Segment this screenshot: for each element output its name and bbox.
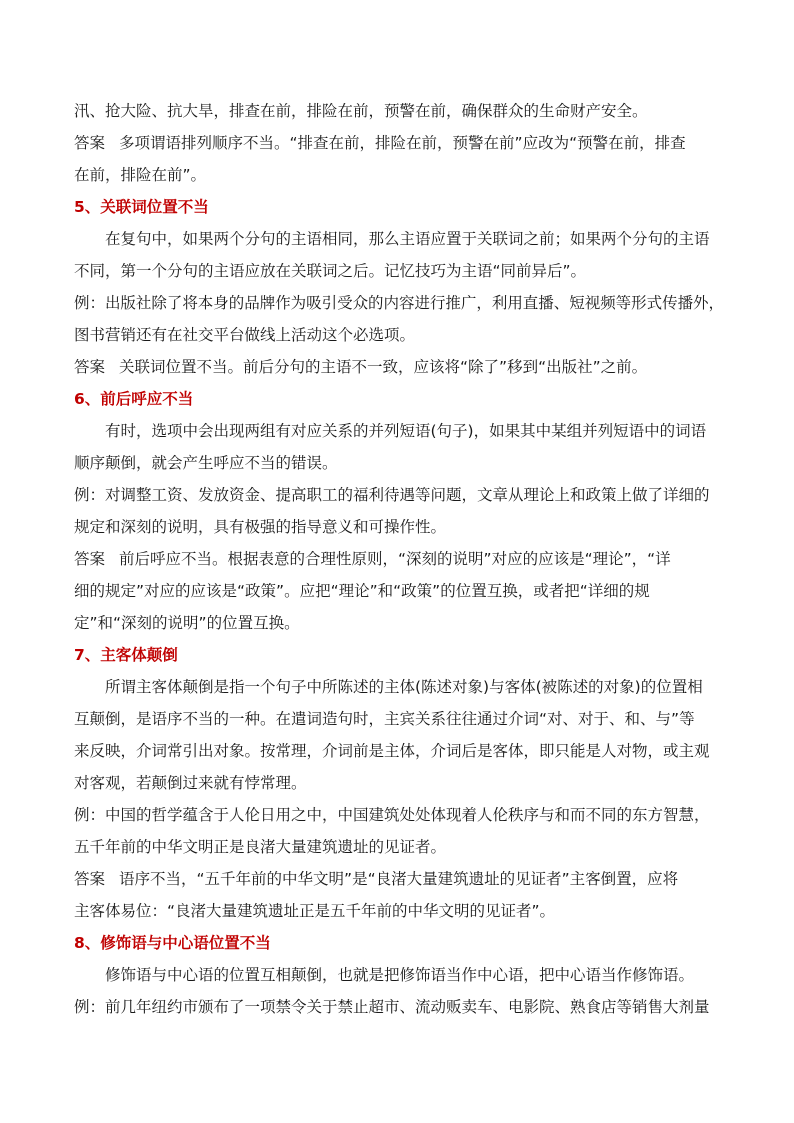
text-line: 规定和深刻的说明，具有极强的指导意义和可操作性。 [74,518,447,536]
answer-text: 多项谓语排列顺序不当。“排查在前，排险在前，预警在前”应改为“预警在前，排查 [119,134,686,152]
text-line: 例：中国的哲学蕴含于人伦日用之中，中国建筑处处体现着人伦秩序与和而不同的东方智慧， [74,806,710,824]
text-line: 来反映，介词常引出对象。按常理，介词前是主体，介词后是客体，即只能是人对物，或主观 [74,742,710,760]
paragraph-first-line: 修饰语与中心语的位置互相颠倒，也就是把修饰语当作中心语，把中心语当作修饰语。 [105,966,695,984]
paragraph-first-line: 有时，选项中会出现两组有对应关系的并列短语(句子)，如果其中某组并列短语中的词语 [105,422,707,440]
text-line: 互颠倒，是语序不当的一种。在遣词造句时，主宾关系往往通过介词“对、对于、和、与”等 [74,710,695,728]
answer-text: 语序不当，“五千年前的中华文明”是“良渚大量建筑遗址的见证者”主客倒置，应将 [119,870,679,888]
answer-label: 答案 [74,134,106,152]
answer-line [74,543,724,575]
text-line: 顺序颠倒，就会产生呼应不当的错误。 [74,454,338,472]
section-heading: 6、前后呼应不当 [74,390,194,408]
answer-line [74,863,724,895]
text-line: 例：前几年纽约市颁布了一项禁令关于禁止超市、流动贩卖车、电影院、熟食店等销售大剂量 [74,998,710,1016]
text-line: 例：出版社除了将本身的品牌作为吸引受众的内容进行推广，利用直播、短视频等形式传播外， [74,294,725,312]
text-line: 图书营销还有在社交平台做线上活动这个必选项。 [74,326,416,344]
section-heading: 7、主客体颠倒 [74,646,178,664]
document-body [74,95,724,1023]
text-line: 五千年前的中华文明正是良渚大量建筑遗址的见证者。 [74,838,447,856]
answer-line [74,127,724,159]
text-line: 对客观，若颠倒过来就有悖常理。 [74,774,307,792]
section-heading: 8、修饰语与中心语位置不当 [74,934,271,952]
answer-label: 答案 [74,870,106,888]
text-line: 不同，第一个分句的主语应放在关联词之后。记忆技巧为主语“同前异后”。 [74,262,587,280]
paragraph-first-line: 在复句中，如果两个分句的主语相同，那么主语应置于关联词之前；如果两个分句的主语 [105,230,710,248]
text-line: 定”和“深刻的说明”的位置互换。 [74,614,300,632]
answer-text: 关联词位置不当。前后分句的主语不一致，应该将“除了”移到“出版社”之前。 [119,358,648,376]
text-line: 主客体易位：“良渚大量建筑遗址正是五千年前的中华文明的见证者”。 [74,902,556,920]
answer-label: 答案 [74,550,106,568]
text-line: 细的规定”对应的应该是“政策”。应把“理论”和“政策”的位置互换，或者把“详细的规 [74,582,650,600]
text-line: 例：对调整工资、发放资金、提高职工的福利待遇等问题，文章从理论上和政策上做了详细的 [74,486,710,504]
text-line: 在前，排险在前”。 [74,166,207,184]
paragraph-first-line: 所谓主客体颠倒是指一个句子中所陈述的主体(陈述对象)与客体(被陈述的对象)的位置相 [105,678,703,696]
text-line: 汛、抢大险、抗大旱，排查在前，排险在前，预警在前，确保群众的生命财产安全。 [74,102,648,120]
answer-line [74,351,724,383]
section-heading: 5、关联词位置不当 [74,198,209,216]
answer-label: 答案 [74,358,106,376]
answer-text: 前后呼应不当。根据表意的合理性原则，“深刻的说明”对应的应该是“理论”，“详 [119,550,671,568]
